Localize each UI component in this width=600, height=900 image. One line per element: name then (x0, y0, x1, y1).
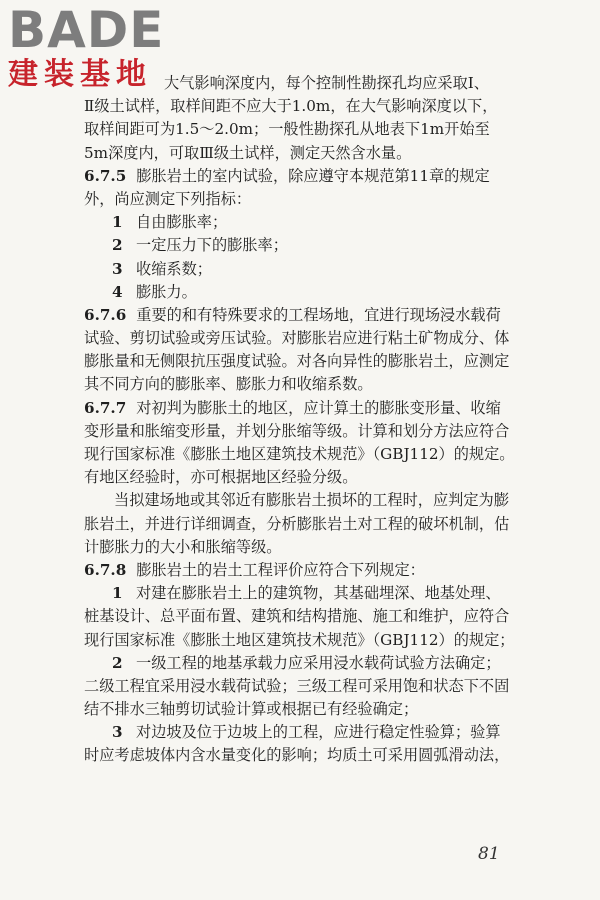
item-text: 一级工程的地基承载力应采用浸水载荷试验方法确定； (136, 653, 501, 672)
list-item (84, 652, 520, 675)
text-line: 大气影响深度内，每个控制性勘探孔均应采取Ⅰ、 (164, 74, 489, 92)
text-line: 结不排水三轴剪切试验计算或根据已有经验确定； (84, 700, 419, 719)
text-line: 桩基设计、总平面布置、建筑和结构措施、施工和维护，应符合 (84, 607, 510, 626)
section-number: 6.7.7 (84, 398, 127, 417)
item-number: 3 (112, 259, 123, 278)
item-text: 对建在膨胀岩土上的建筑物，其基础埋深、地基处理、 (136, 584, 501, 603)
logo-wordmark: BADE (8, 1, 165, 59)
item-text: 自由膨胀率； (136, 213, 228, 232)
text-line: 其不同方向的膨胀率、膨胀力和收缩系数。 (84, 375, 373, 394)
item-number: 1 (112, 213, 123, 232)
logo-subtitle: 建装基地 (8, 57, 152, 92)
page-body (84, 72, 520, 768)
text-line: 5m深度内，可取Ⅲ级土试样，测定天然含水量。 (84, 143, 412, 162)
text-line: 变形量和胀缩变形量，并划分胀缩等级。计算和划分方法应符合 (84, 421, 510, 440)
item-text: 膨胀力。 (136, 282, 197, 301)
item-text: 一定压力下的膨胀率； (136, 236, 288, 255)
page-number: 81 (478, 844, 500, 864)
item-number: 1 (112, 584, 123, 603)
section-6-7-5 (84, 165, 520, 188)
list-item (84, 258, 520, 281)
section-number: 6.7.6 (84, 305, 127, 324)
section-6-7-8 (84, 559, 520, 582)
list-item (84, 582, 520, 605)
item-number: 2 (112, 653, 123, 672)
text-line: 二级工程宜采用浸水载荷试验；三级工程可采用饱和状态下不固 (84, 676, 510, 695)
text-line: 胀岩土，并进行详细调查，分析膨胀岩土对工程的破坏机制，估 (84, 514, 510, 533)
item-number: 2 (112, 236, 123, 255)
text-line: 外，尚应测定下列指标： (84, 189, 252, 208)
list-item (84, 211, 520, 234)
text-line: 当拟建场地或其邻近有膨胀岩土损坏的工程时，应判定为膨 (114, 491, 509, 510)
item-text: 对边坡及位于边坡上的工程，应进行稳定性验算；验算 (136, 723, 501, 742)
item-number: 3 (112, 723, 123, 742)
section-text: 膨胀岩土的室内试验，除应遵守本规范第11章的规定 (136, 166, 490, 185)
list-item (84, 281, 520, 304)
item-text: 收缩系数； (136, 259, 212, 278)
item-number: 4 (112, 282, 123, 301)
text-line: 膨胀量和无侧限抗压强度试验。对各向异性的膨胀岩土，应测定 (84, 352, 510, 371)
text-line: 现行国家标准《膨胀土地区建筑技术规范》（GBJ112）的规定； (84, 630, 515, 649)
text-line: 试验、剪切试验或旁压试验。对膨胀岩应进行粘土矿物成分、体 (84, 329, 510, 348)
list-item (84, 234, 520, 257)
list-item (84, 721, 520, 744)
section-6-7-7 (84, 397, 520, 420)
text-line: 计膨胀力的大小和胀缩等级。 (84, 537, 282, 556)
text-line: 取样间距可为1.5～2.0m；一般性勘探孔从地表下1m开始至 (84, 120, 490, 139)
text-line: 有地区经验时，亦可根据地区经验分级。 (84, 468, 358, 487)
text-line: 现行国家标准《膨胀土地区建筑技术规范》（GBJ112）的规定。 (84, 445, 515, 463)
section-text: 重要的和有特殊要求的工程场地，宜进行现场浸水载荷 (136, 305, 501, 324)
section-6-7-6 (84, 304, 520, 327)
section-number: 6.7.5 (84, 166, 127, 185)
section-text: 对初判为膨胀土的地区，应计算土的膨胀变形量、收缩 (136, 398, 501, 417)
text-line: Ⅱ级土试样，取样间距不应大于1.0m，在大气影响深度以下， (84, 97, 498, 116)
text-line: 时应考虑坡体内含水量变化的影响；均质土可采用圆弧滑动法， (84, 746, 510, 765)
section-text: 膨胀岩土的岩土工程评价应符合下列规定： (136, 560, 425, 579)
section-number: 6.7.8 (84, 560, 127, 579)
